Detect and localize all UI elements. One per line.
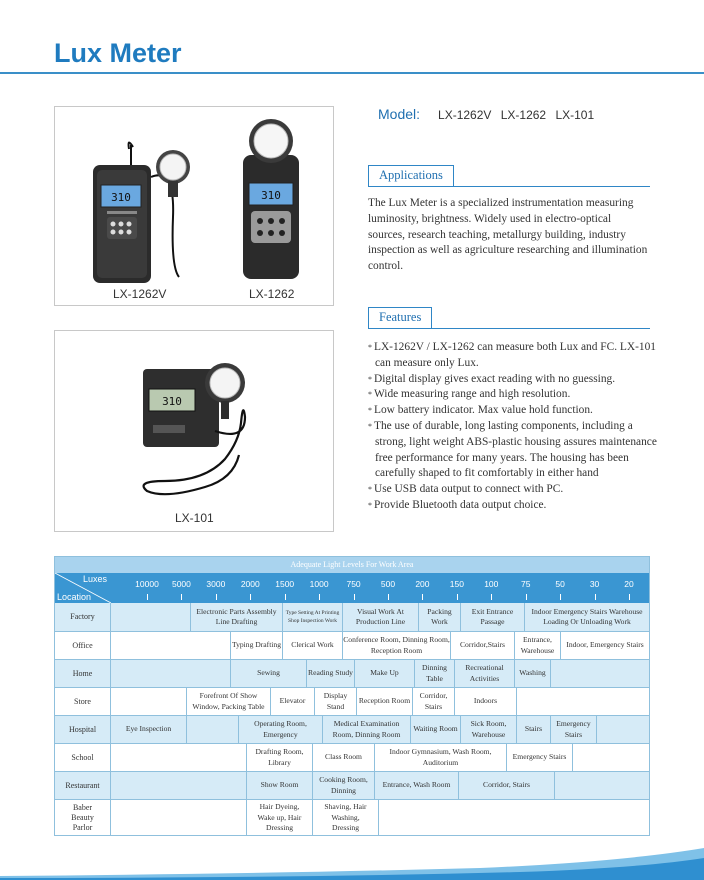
title-divider: [0, 72, 704, 74]
lux-scale-tick-mark: [216, 594, 217, 600]
table-cell: Washing: [515, 660, 551, 687]
table-cell: Entrance, Wash Room: [375, 772, 459, 799]
table-cell: Forefront Of Show Window, Packing Table: [187, 688, 271, 715]
table-cell: Exit Entrance Passage: [461, 603, 525, 631]
table-cell: Entrance, Warehouse: [515, 632, 561, 659]
table-cell: Sewing: [231, 660, 307, 687]
table-cell: Waiting Room: [411, 716, 461, 743]
empty-cell: [111, 632, 231, 659]
lcd-reading-1262v: 310: [111, 191, 131, 204]
table-cell: Clerical Work: [283, 632, 343, 659]
lux-scale-tick-mark: [422, 594, 423, 600]
empty-cell: [573, 744, 649, 771]
table-row: [55, 716, 649, 743]
lux-scale-tick-label: 1000: [309, 579, 329, 589]
lux-scale-tick-label: 20: [624, 579, 634, 589]
model-values: LX-1262V LX-1262 LX-101: [438, 108, 595, 122]
lux-scale-tick-label: 30: [589, 579, 600, 589]
lux-scale-tick-label: 500: [380, 579, 396, 589]
feature-item: * Use USB data output to connect with PC.: [368, 482, 658, 498]
table-cell: Make Up: [355, 660, 415, 687]
empty-cell: [555, 772, 649, 799]
table-cell: Recreational Activities: [455, 660, 515, 687]
lux-scale-tick-mark: [285, 594, 286, 600]
caption-lx-101: LX-101: [175, 511, 214, 525]
feature-item: * Wide measuring range and high resolution.: [368, 387, 658, 403]
table-cell: Indoor Gymnasium, Wash Room, Auditorium: [375, 744, 507, 771]
table-cell: Packing Work: [419, 603, 461, 631]
table-row: [55, 632, 649, 659]
model-line: [378, 106, 594, 122]
empty-cell: [379, 800, 649, 836]
caption-lx-1262v: LX-1262V: [113, 287, 167, 301]
lux-meter-pair-illustration: [55, 107, 333, 305]
table-cell: Emergency Stairs: [507, 744, 573, 771]
row-label: Office: [55, 632, 111, 659]
table-cell: Corridor,Stairs: [451, 632, 515, 659]
table-cell: Cooking Room, Dinning: [313, 772, 375, 799]
lux-scale-tick-label: 1500: [275, 579, 295, 589]
table-cell: Stairs: [517, 716, 551, 743]
empty-cell: [111, 800, 247, 836]
applications-heading: Applications: [368, 165, 454, 187]
table-row: [55, 688, 649, 715]
empty-cell: [187, 716, 239, 743]
model-label: Model:: [378, 106, 421, 122]
table-cell: Medical Examination Room, Dinning Room: [323, 716, 411, 743]
caption-lx-1262: LX-1262: [249, 287, 295, 301]
table-cell: Reception Room: [357, 688, 413, 715]
empty-cell: [111, 603, 191, 631]
empty-cell: [111, 744, 247, 771]
table-cell: Visual Work At Production Line: [343, 603, 419, 631]
row-label: Home: [55, 660, 111, 687]
lux-scale-tick-mark: [526, 594, 527, 600]
lux-scale-tick-mark: [457, 594, 458, 600]
empty-cell: [517, 688, 649, 715]
table-cell: Show Room: [247, 772, 313, 799]
table-cell: Type Setting At Printing Shop Inspection Work: [283, 603, 343, 631]
row-label: School: [55, 744, 111, 771]
table-cell: Emergency Stairs: [551, 716, 597, 743]
table-cell: Shaving, Hair Washing, Dressing: [313, 800, 379, 836]
table-cell: Corridor, Stairs: [413, 688, 455, 715]
lux-scale-tick-mark: [181, 594, 182, 600]
lux-scale-tick-mark: [388, 594, 389, 600]
table-cell: Indoor Emergency Stairs Warehouse Loading Or Unloading Work: [525, 603, 649, 631]
empty-cell: [111, 660, 231, 687]
table-cell: Class Room: [313, 744, 375, 771]
lux-scale-tick-mark: [491, 594, 492, 600]
lux-scale-tick-mark: [560, 594, 561, 600]
corner-luxes: Luxes: [82, 574, 107, 584]
feature-item: * LX-1262V / LX-1262 can measure both Lux and FC. LX-101 can measure only Lux.: [368, 340, 658, 372]
table-cell: Hair Dyeing, Wake up, Hair Dressing: [247, 800, 313, 836]
lux-meter-lx101-illustration: [55, 331, 333, 531]
lux-scale-tick-label: 2000: [240, 579, 260, 589]
table-cell: Reading Study: [307, 660, 355, 687]
table-cell: Sick Room, Warehouse: [461, 716, 517, 743]
table-row: [55, 603, 649, 631]
lux-scale-tick-mark: [595, 594, 596, 600]
row-label: Store: [55, 688, 111, 715]
product-photo-bottom: [54, 330, 334, 532]
table-row: [55, 744, 649, 771]
empty-cell: [111, 772, 247, 799]
applications-heading-bar: [368, 165, 650, 187]
lux-scale-tick-mark: [629, 594, 630, 600]
feature-item: * Provide Bluetooth data output choice.: [368, 498, 658, 514]
table-cell: Typing Drafting: [231, 632, 283, 659]
applications-text: The Lux Meter is a specialized instrumentation measuring luminosity, brightness. Widely used in electro-optical sources, research teaching, metallurgy building, industry inspection as well as agriculture researching and illumination control.: [368, 197, 648, 273]
table-cell: Dinning Table: [415, 660, 455, 687]
footer-wave: [0, 840, 704, 880]
table-cell: Elevator: [271, 688, 315, 715]
lux-scale-tick-label: 200: [415, 579, 430, 589]
table-cell: Electronic Parts Assembly Line Drafting: [191, 603, 283, 631]
row-label: Restaurant: [55, 772, 111, 799]
table-cell: Eye Inspection: [111, 716, 187, 743]
row-label: Baber Beauty Parlor: [55, 800, 111, 836]
lux-scale-tick-label: 75: [520, 579, 531, 589]
lux-scale-tick-mark: [354, 594, 355, 600]
lux-scale-tick-label: 10000: [135, 579, 159, 589]
lux-scale-tick-mark: [147, 594, 148, 600]
corner-location: Location: [57, 592, 92, 602]
table-cell: Operating Room, Emergency: [239, 716, 323, 743]
product-photo-top: [54, 106, 334, 306]
lux-scale-tick-label: 5000: [171, 579, 191, 589]
light-levels-table: [54, 556, 650, 836]
lcd-reading-1262: 310: [261, 189, 281, 202]
table-corner: [55, 573, 111, 603]
table-cell: Indoor, Emergency Stairs: [566, 640, 644, 650]
lux-scale-tick-mark: [319, 594, 320, 600]
table-cell: Indoors: [455, 688, 517, 715]
feature-item: * Digital display gives exact reading with no guessing.: [368, 372, 658, 388]
table-title: Adequate Light Levels For Work Area: [55, 557, 649, 573]
lcd-reading-lx101: 310: [162, 395, 182, 408]
lux-scale-tick-label: 100: [484, 579, 499, 589]
page-title: Lux Meter: [54, 38, 182, 68]
table-row: [55, 800, 649, 836]
row-label: Hospital: [55, 716, 111, 743]
feature-item: * The use of durable, long lasting components, including a strong, light weight ABS-plastic housing assures maintenance free performance for many years. The housing has been carefully shaped to fit comfortably in either hand: [368, 419, 658, 482]
empty-cell: [551, 660, 649, 687]
lux-scale-tick-label: 3000: [206, 579, 226, 589]
table-cell: Drafting Room, Library: [247, 744, 313, 771]
empty-cell: [597, 716, 649, 743]
table-cell: Conference Room, Dinning Room, Reception Room: [343, 632, 451, 659]
table-row: [55, 660, 649, 687]
table-row: [55, 772, 649, 799]
empty-cell: [111, 688, 187, 715]
row-label: Factory: [55, 603, 111, 631]
lux-scale-tick-label: 750: [346, 579, 361, 589]
lux-scale-tick-label: 50: [555, 579, 565, 589]
features-heading: Features: [368, 307, 432, 329]
table-cell: Corridor, Stairs: [459, 772, 555, 799]
lux-scale-tick-mark: [250, 594, 251, 600]
features-list: [368, 340, 658, 514]
lux-scale-tick-label: 150: [449, 579, 464, 589]
feature-item: * Low battery indicator. Max value hold function.: [368, 403, 658, 419]
table-cell: Display Stand: [315, 688, 357, 715]
features-heading-bar: [368, 307, 650, 329]
